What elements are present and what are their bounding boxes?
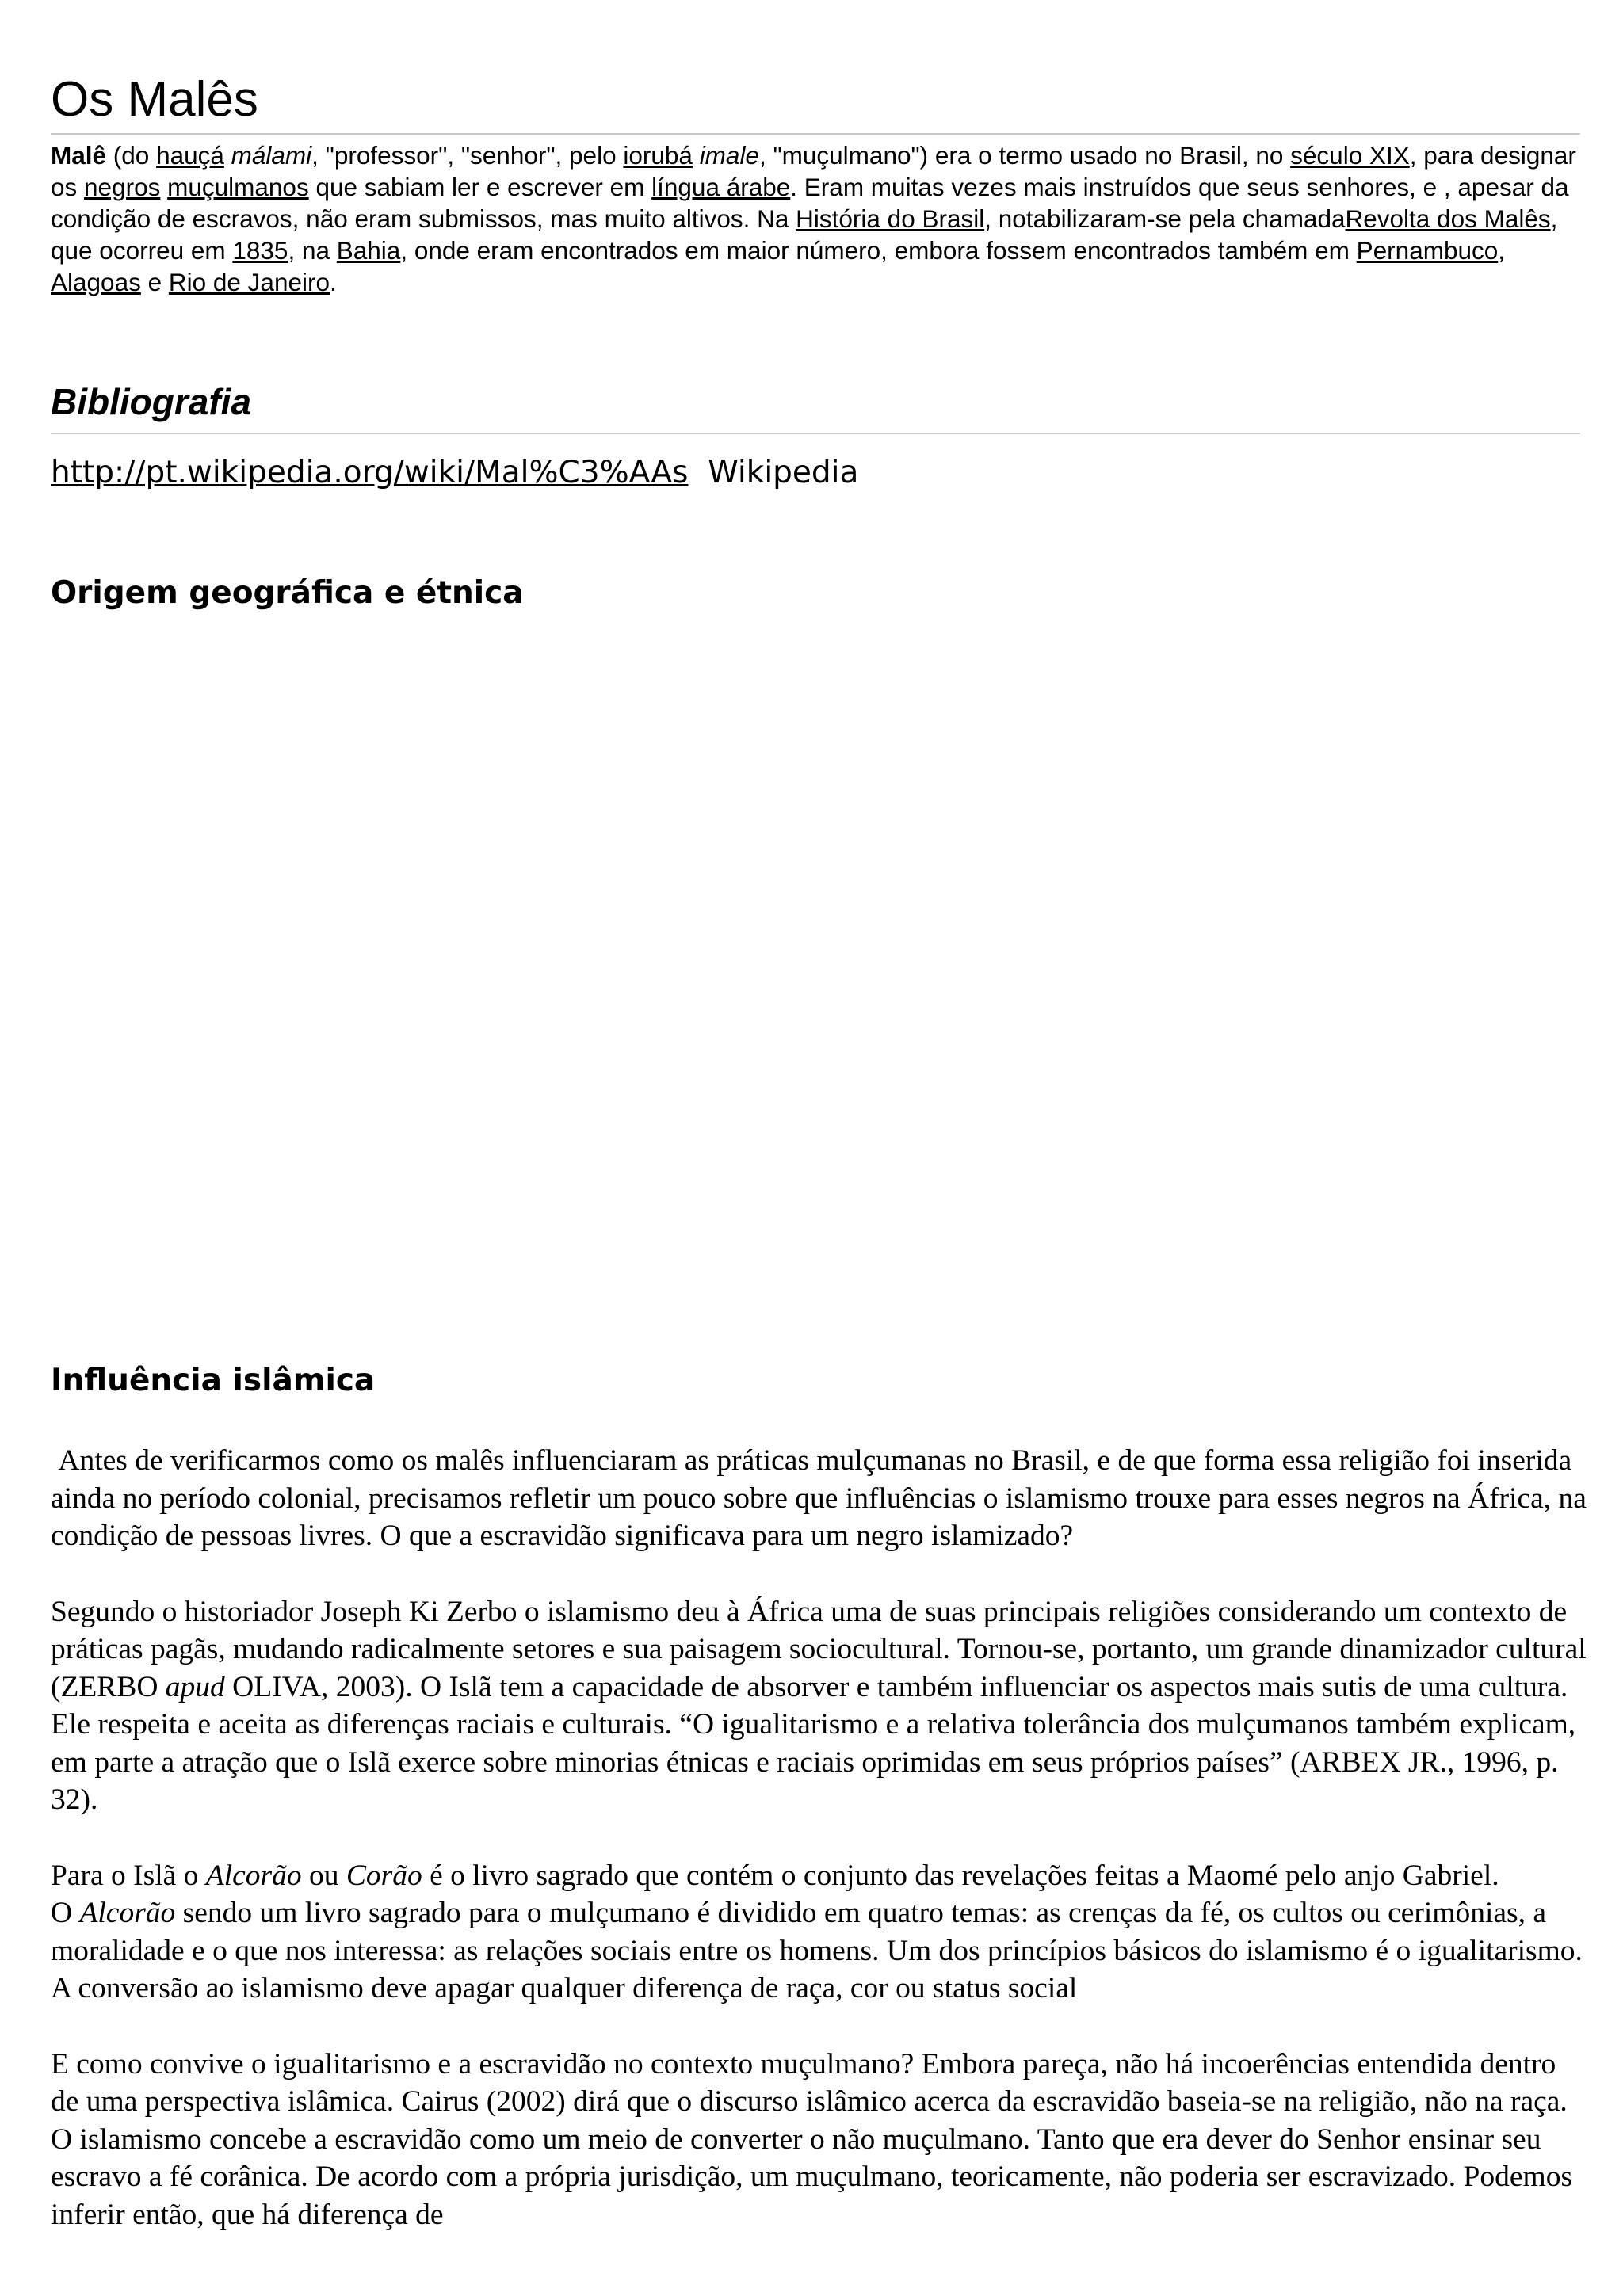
term-corao: Corão	[346, 1859, 422, 1892]
paragraph-text: OLIVA, 2003). O Islã tem a capacidade de absorver e também influenciar os aspectos mais sutis de uma cultura. Ele respeita e aceita as diferenças raciais e culturais. “O igualitarismo e a relativa tolerância dos mulçumanos também explicam, em parte a atração que o Islã exerce sobre minorias étnicas e raciais oprimidas em seus próprios países” (ARBEX JR., 1996, p. 32).	[51, 1670, 1576, 1816]
intro-text: .	[330, 268, 337, 296]
link-muculmanos[interactable]: muçulmanos	[167, 173, 309, 201]
link-ioruba[interactable]: iorubá	[623, 141, 693, 170]
origem-heading: Origem geográfica e étnica	[51, 575, 524, 611]
link-revolta-dos-males[interactable]: Revolta dos Malês	[1345, 204, 1551, 233]
intro-text: , onde eram encontrados em maior número, embora fossem encontrados também em	[400, 236, 1357, 265]
link-seculo-xix[interactable]: século XIX	[1290, 141, 1410, 170]
intro-text: e	[140, 268, 169, 296]
influencia-paragraph-3	[51, 1857, 1588, 2008]
intro-text	[693, 141, 700, 170]
intro-text: , "muçulmano") era o termo usado no Brasil, no	[758, 141, 1291, 170]
term-male: Malê	[51, 141, 107, 170]
link-1835[interactable]: 1835	[232, 236, 288, 265]
title-divider	[51, 133, 1580, 135]
intro-text: que sabiam ler e escrever em	[308, 173, 652, 201]
paragraph-text: é o livro sagrado que contém o conjunto das revelações feitas a Maomé pelo anjo Gabriel. O	[51, 1859, 1581, 1929]
intro-text: (do	[106, 141, 157, 170]
influencia-heading: Influência islâmica	[51, 1363, 376, 1398]
intro-text: , para designar os	[51, 141, 1576, 201]
intro-paragraph	[51, 139, 1584, 298]
term-malami: málami	[231, 141, 312, 170]
term-alcorao: Alcorão	[79, 1897, 176, 1929]
influencia-body	[51, 1442, 1594, 2271]
intro-text: , notabilizaram-se pela chamada	[984, 204, 1346, 233]
intro-text: , "professor", "senhor", pelo	[311, 141, 624, 170]
link-pernambuco[interactable]: Pernambuco	[1356, 236, 1499, 265]
intro-text: , que ocorreu em	[51, 204, 1558, 265]
paragraph-text: Para o Islã o	[51, 1859, 206, 1892]
intro-text	[224, 141, 231, 170]
bibliografia-divider	[51, 433, 1580, 434]
wikipedia-url-link[interactable]: http://pt.wikipedia.org/wiki/Mal%C3%AAs	[51, 455, 689, 490]
page-title: Os Malês	[51, 72, 258, 127]
intro-text	[160, 173, 167, 201]
intro-text: , na	[288, 236, 337, 265]
link-negros[interactable]: negros	[84, 173, 161, 201]
link-historia-do-brasil[interactable]: História do Brasil	[796, 204, 985, 233]
link-rio-de-janeiro[interactable]: Rio de Janeiro	[168, 268, 330, 296]
influencia-paragraph-1: Antes de verificarmos como os malês influenciaram as práticas mulçumanas no Brasil, e de que forma essa religião foi inserida ainda no período colonial, precisamos refletir um pouco sobre que influências o islamismo trouxe para esses negros na África, na condição de pessoas livres. O que a escravidão significava para um negro islamizado?	[51, 1444, 1594, 1552]
term-apud: apud	[165, 1670, 225, 1703]
term-imale: imale	[699, 141, 759, 170]
bibliografia-entry	[51, 455, 858, 490]
paragraph-text: ou	[301, 1859, 346, 1892]
intro-text: . Eram muitas vezes mais instruídos que seus senhores, e , apesar da condição de escravos, não eram submissos, mas muito altivos. Na	[51, 173, 1569, 233]
paragraph-text: Segundo o historiador Joseph Ki Zerbo o islamismo deu à África uma de suas principais religiões considerando um contexto de práticas pagãs, mudando radicalmente setores e sua paisagem sociocultural. Tornou-se, portanto, um grande dinamizador cultural (ZERBO	[51, 1595, 1587, 1703]
paragraph-text: sendo um livro sagrado para o mulçumano é dividido em quatro temas: as crenças da fé, os cultos ou cerimônias, a moralidade e o que nos interessa: as relações sociais entre os homens. Um dos princípios básicos do islamismo é o igualitarismo. A conversão ao islamismo deve apagar qualquer diferença de raça, cor ou status social	[51, 1897, 1589, 2004]
bibliografia-source: Wikipedia	[688, 455, 859, 490]
link-alagoas[interactable]: Alagoas	[51, 268, 141, 296]
term-alcorao: Alcorão	[205, 1859, 302, 1892]
link-lingua-arabe[interactable]: língua árabe	[651, 173, 791, 201]
intro-text: ,	[1498, 236, 1506, 265]
influencia-paragraph-2	[51, 1593, 1588, 1819]
influencia-paragraph-4: E como convive o igualitarismo e a escravidão no contexto muçulmano? Embora pareça, não há incoerências entendida dentro de uma perspectiva islâmica. Cairus (2002) dirá que o discurso islâmico acerca da escravidão baseia-se na religião, não na raça. O islamismo concebe a escravidão como um meio de converter o não muçulmano. Tanto que era dever do Senhor ensinar seu escravo a fé corânica. De acordo com a própria jurisdição, um muçulmano, teoricamente, não poderia ser escravizado. Podemos inferir então, que há diferença de	[51, 2047, 1573, 2231]
link-hauca[interactable]: hauçá	[156, 141, 224, 170]
link-bahia[interactable]: Bahia	[336, 236, 401, 265]
bibliografia-heading: Bibliografia	[51, 381, 252, 422]
